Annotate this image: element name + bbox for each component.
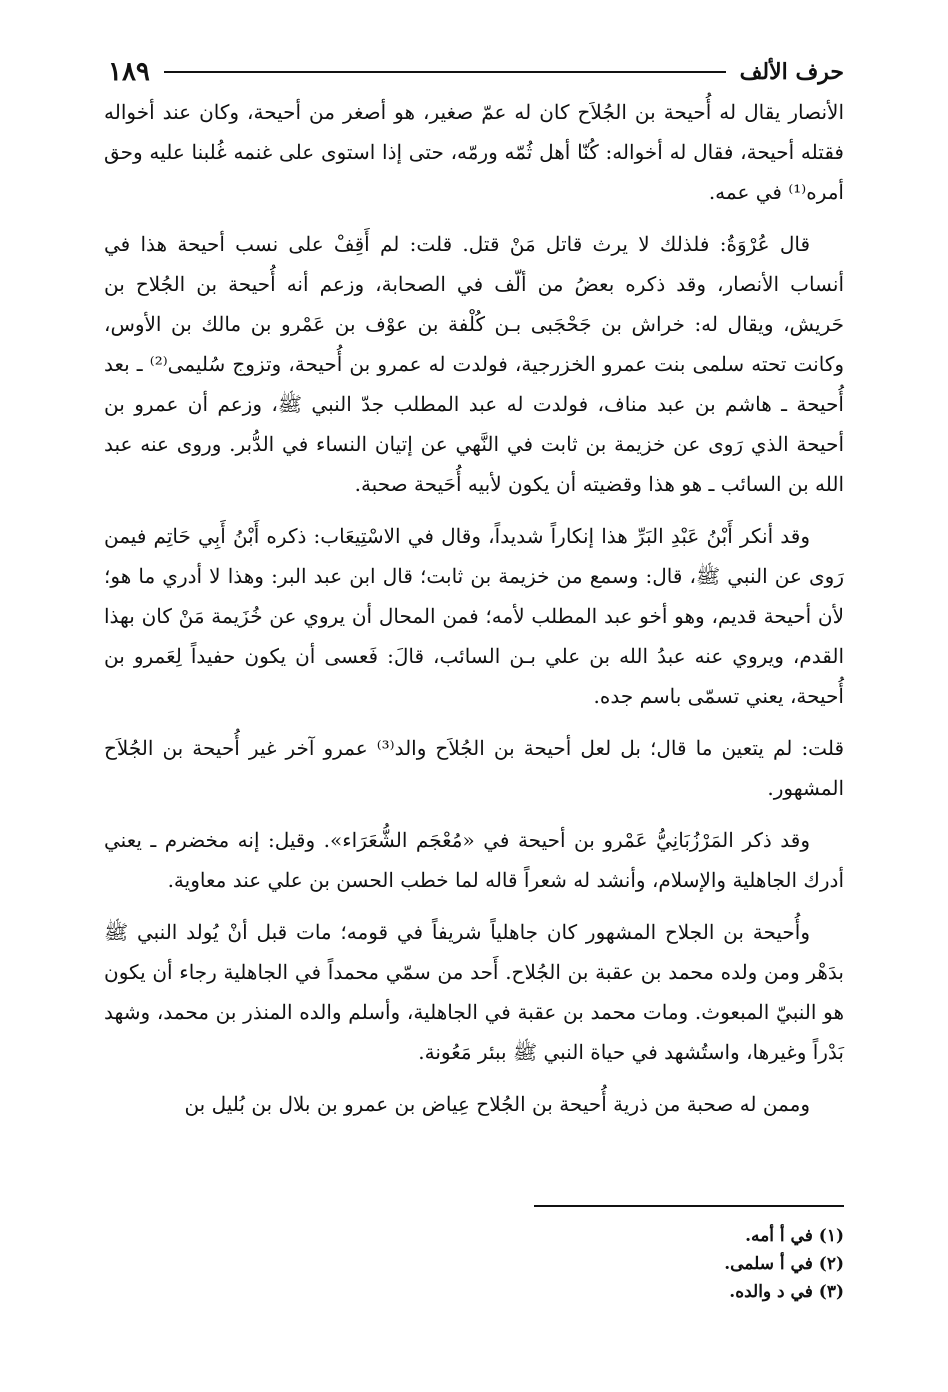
main-text	[104, 92, 844, 1136]
paragraph-2: قال عُرْوَةُ: فلذلك لا يرث قاتل مَنْ قتل. قلت: لم أَقِفْ على نسب أحيحة هذا في أنساب الأنصار، وقد ذكره بعضُ من ألّف في الصحابة، وزعم أنه أُحيحة بن الجُلاح بن حَريش، ويقال له: خراش بن جَحْجَبى بـن كُلْفة بن عوْف بن عَمْرو بن مالك بن الأوس، وكانت تحته سلمى بنت عمرو الخزرجية، فولدت له عمرو بن أُحيحة، وتزوج سُليمى⁽²⁾ ـ بعد أُحيحة ـ هاشم بن عبد مناف، فولدت له عبد المطلب جدّ النبي ﷺ، وزعم أن عمرو بن أحيحة الذي رَوى عن خزيمة بن ثابت في النَّهي عن إتيان النساء في الدُّبر. وروى عنه عبد الله بن السائب ـ هو هذا وقضيته أن يكون لأبيه أُحَيحة صحبة.	[104, 232, 844, 496]
paragraph-5: وقد ذكر المَرْزُبَانِيُّ عَمْرو بن أحيحة في «مُعْجَم الشُّعَرَاء». وقيل: إنه مخضرم ـ يعني أدرك الجاهلية والإسلام، وأنشد له شعراً قاله لما خطب الحسن بن علي عند معاوية.	[104, 828, 844, 892]
running-title: حرف الألف	[739, 59, 844, 85]
page-header	[108, 52, 844, 92]
page-number: ١٨٩	[108, 57, 150, 87]
footnote-rule	[534, 1205, 844, 1207]
paragraph-7: وممن له صحبة من ذرية أُحيحة بن الجُلاح عِياض بن عمرو بن بلال بن بُليل بن	[184, 1092, 810, 1116]
footnote-1: (١) في أ أمه.	[745, 1226, 844, 1246]
paragraph-4: قلت: لم يتعين ما قال؛ بل لعل أحيحة بن الجُلاَح والد⁽³⁾ عمرو آخر غير أُحيحة بن الجُلاَح المشهور.	[104, 736, 845, 800]
paragraph-3: وقد أنكر أَبْنُ عَبْدِ البَرِّ هذا إنكاراً شديداً، وقال في الاسْتِيعَاب: ذكره أَبْنُ أَبِي حَاتِم فيمن رَوى عن النبي ﷺ، قال: وسمع من خزيمة بن ثابت؛ قال ابن عبد البر: وهذا لا أدري ما هو؛ لأن أحيحة قديم، وهو أخو عبد المطلب لأمه؛ فمن المحال أن يروي عن خُزَيمة مَنْ كان بهذا القدم، ويروي عنه عبدُ الله بن علي بـن السائب، قالَ: فَعسى أن يكون حفيداً لِعَمرو بن أُحيحة، يعني تسمّى باسم جده.	[104, 524, 844, 708]
footnote-3: (٣) في د والده.	[729, 1282, 844, 1302]
footnote-2: (٢) في أ سلمى.	[724, 1254, 844, 1274]
paragraph-1: الأنصار يقال له أُحيحة بن الجُلاَح كان له عمّ صغير، هو أصغر من أحيحة، وكان عند أخواله فقتله أحيحة، فقال له أخواله: كُنّا أهل ثُمّه ورمّه، حتى إذا استوى على غنمه غُلبنا عليه وحق أمره⁽¹⁾ في عمه.	[104, 100, 844, 204]
header-rule	[164, 71, 726, 73]
footnotes	[104, 1222, 844, 1306]
paragraph-6: وأُحيحة بن الجلاح المشهور كان جاهلياً شريفاً في قومه؛ مات قبل أنْ يُولد النبي ﷺ بدَهْر ومن ولده محمد بن عقبة بن الجُلاح. أَحد من سمّي محمداً في الجاهلية رجاء أن يكون هو النبيّ المبعوث. ومات محمد بن عقبة في الجاهلية، وأسلم والده المنذر بن محمد، وشهد بَدْراً وغيرها، واستُشهد في حياة النبي ﷺ ببئر مَعُونة.	[104, 920, 844, 1064]
